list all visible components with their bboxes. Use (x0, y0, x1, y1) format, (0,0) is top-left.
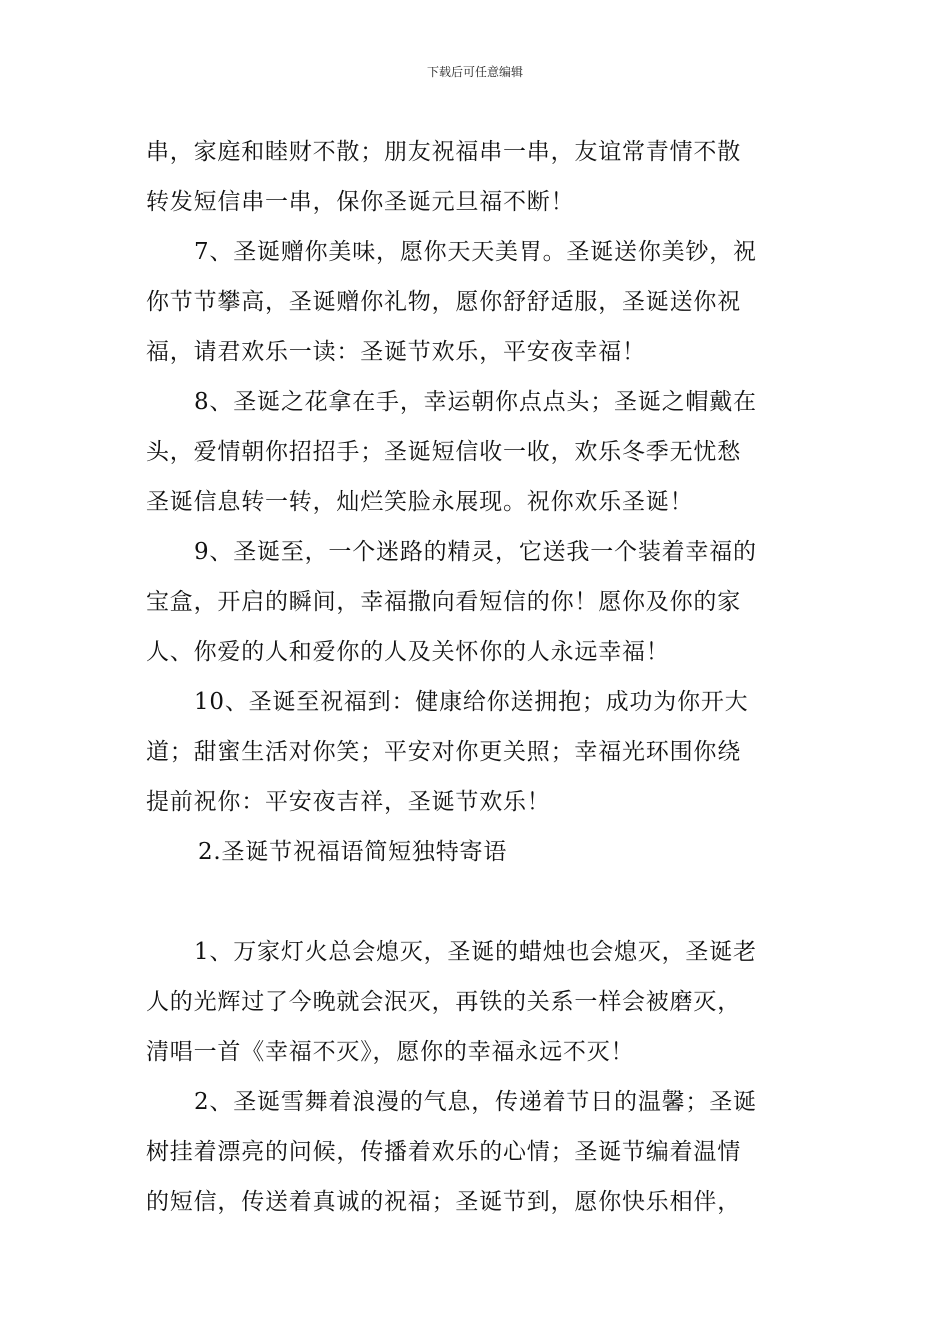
text-line: 你节节攀高，圣诞赠你礼物，愿你舒舒适服，圣诞送你祝 (146, 289, 741, 315)
header-note: 下载后可任意编辑 (426, 65, 523, 79)
text-line: 的短信，传送着真诚的祝福；圣诞节到，愿你快乐相伴， (146, 1189, 741, 1215)
paragraph-start-line: 7、圣诞赠你美味，愿你天天美胃。圣诞送你美钞，祝 (194, 239, 757, 265)
text-line: 人、你爱的人和爱你的人及关怀你的人永远幸福！ (146, 639, 670, 665)
text-line: 串，家庭和睦财不散；朋友祝福串一串，友谊常青情不散 (146, 139, 741, 165)
paragraph-start-line: 10、圣诞至祝福到：健康给你送拥抱；成功为你开大 (194, 689, 749, 715)
text-line: 道；甜蜜生活对你笑；平安对你更关照；幸福光环围你绕 (146, 739, 741, 765)
text-line: 宝盒，开启的瞬间，幸福撒向看短信的你！愿你及你的家 (146, 589, 741, 615)
text-line: 转发短信串一串，保你圣诞元旦福不断！ (146, 189, 575, 215)
text-line: 树挂着漂亮的问候，传播着欢乐的心情；圣诞节编着温情 (146, 1139, 741, 1165)
text-line: 头，爱情朝你招招手；圣诞短信收一收，欢乐冬季无忧愁 (146, 439, 741, 465)
paragraph-start-line: 1、万家灯火总会熄灭，圣诞的蜡烛也会熄灭，圣诞老 (194, 939, 757, 965)
blank-line (146, 877, 811, 927)
document-body (146, 127, 811, 1227)
paragraph-start-line: 2、圣诞雪舞着浪漫的气息，传递着节日的温馨；圣诞 (194, 1089, 757, 1115)
text-line: 提前祝你：平安夜吉祥，圣诞节欢乐！ (146, 789, 551, 815)
text-line: 圣诞信息转一转，灿烂笑脸永展现。祝你欢乐圣诞！ (146, 489, 694, 515)
text-line: 清唱一首《幸福不灭》，愿你的幸福永远不灭！ (146, 1039, 635, 1065)
paragraph-start-line: 9、圣诞至，一个迷路的精灵，它送我一个装着幸福的 (194, 539, 757, 565)
text-line: 人的光辉过了今晚就会泯灭，再铁的关系一样会被磨灭， (146, 989, 741, 1015)
paragraph-start-line: 8、圣诞之花拿在手，幸运朝你点点头；圣诞之帽戴在 (194, 389, 757, 415)
text-line: 福，请君欢乐一读：圣诞节欢乐，平安夜幸福！ (146, 339, 646, 365)
section-heading: 2.圣诞节祝福语简短独特寄语 (198, 839, 508, 865)
